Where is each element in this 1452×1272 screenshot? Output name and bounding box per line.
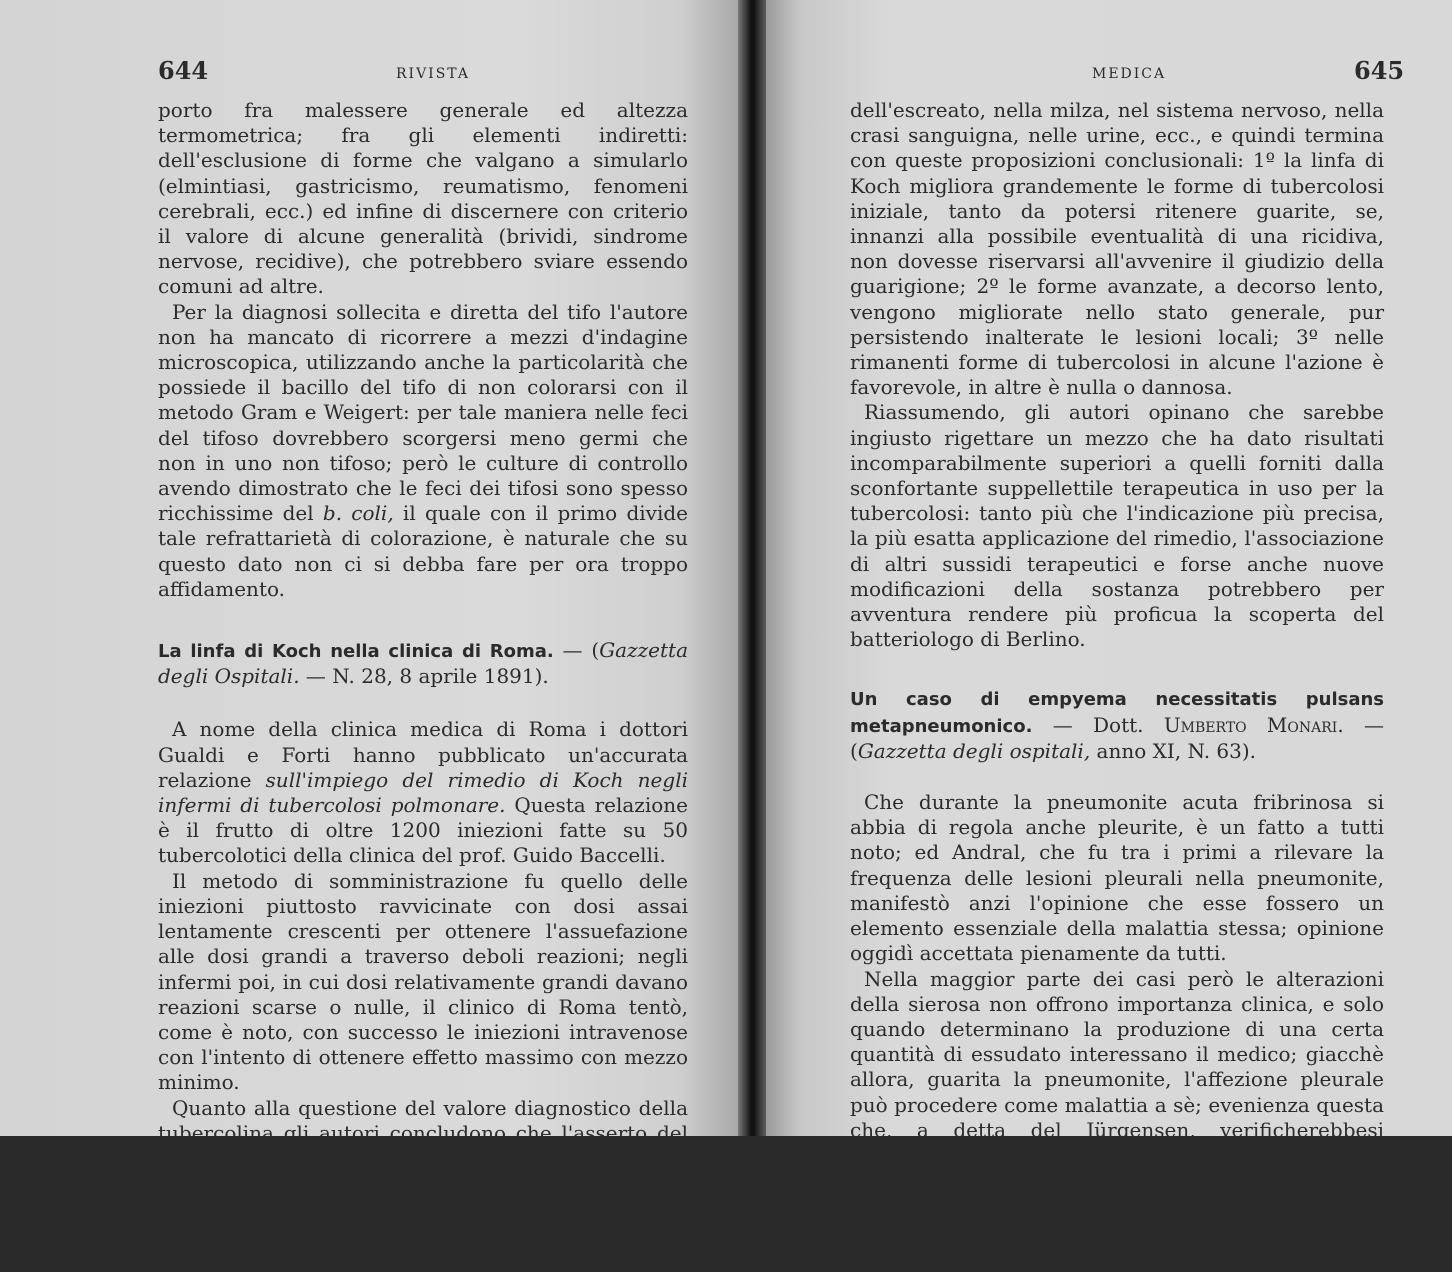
right-article-paragraph-1: Che durante la pneumonite acuta fribrinosa si abbia di regola anche pleurite, è un fatto a tutti noto; ed Andral, che fu tra i primi a rilevare la frequenza delle lesioni pleurali nella pneumonite, manifestò anzi l'opinione che esse fossero un elemento essenziale della malattia stessa; opinione oggidì accettata pienamente da tutti.: [850, 790, 1384, 966]
article-author: Umberto Monari.: [1163, 712, 1344, 737]
book-gutter: [738, 0, 766, 1136]
article-title: La linfa di Koch nella clinica di Roma.: [158, 641, 554, 663]
right-text-column: [850, 98, 1384, 1244]
right-running-head: MEDICA: [1092, 66, 1167, 82]
left-paragraph-diagnosis: Per la diagnosi sollecita e diretta del tifo l'autore non ha mancato di ricorrere a mezzi d'indagine microscopica, utilizzando anche la particolarità che possiede il bacillo del tifo di non colorarsi con il metodo Gram e Weigert: per tale maniera nelle feci del tifoso dovrebbero scorgersi meno germi che non in uno non tifoso; però le culture di controllo avendo dimostrato che le feci dei tifosi sono spesso ricchissime del b. coli, il quale con il primo divide tale refrattarietà di colorazione, è naturale che su questo dato non ci si debba fare per ora troppo affidamento.: [158, 299, 688, 601]
left-running-head: RIVISTA: [396, 66, 470, 82]
left-text-column: [158, 98, 688, 1272]
right-article-paragraph-3: Tale successione morbosa è sempre importante, ma alcune: [850, 1193, 1384, 1243]
right-paragraph-summary: Riassumendo, gli autori opinano che sarebbe ingiusto rigettare un mezzo che ha dato risultati incomparabilmente superiori a quelli forniti dalla sconfortante suppellettile terapeutica in uso per la tubercolosi: tanto più che l'indicazione più precisa, la più esatta applicazione del rimedio, l'associazione di altri sussidi terapeutici e forse anche nuove modificazioni della sostanza potrebbero per avventura rendere più proficua la scoperta del batteriologo di Berlino.: [850, 400, 1384, 652]
right-page: [766, 0, 1452, 1243]
left-article-paragraph-1: A nome della clinica medica di Roma i dottori Gualdi e Forti hanno pubblicato un'accurata relazione sull'impiego del rimedio di Koch negli infermi di tubercolosi polmonare. Questa relazione è il frutto di oltre 1200 iniezioni fatte su 50 tubercolotici della clinica del prof. Guido Baccelli.: [158, 717, 688, 868]
right-article-heading: Un caso di empyema necessitatis pulsans metapneumonico. — Dott. Umberto Monari. — (Gazzetta degli ospitali, anno XI, N. 63).: [850, 689, 1384, 763]
right-page-number: 645: [1354, 56, 1405, 85]
left-continuation-paragraph: porto fra malessere generale ed altezza termometrica; fra gli elementi indiretti: dell'esclusione di forme che valgano a simularlo (elmintiasi, gastricismo, reumatismo, fenomeni cerebrali, ecc.) ed infine di discernere con criterio il valore di alcune generalità (brividi, sindrome nervose, recidive), che potrebbero sviare essendo comuni ad altre.: [158, 98, 688, 299]
right-continuation-paragraph: dell'escreato, nella milza, nel sistema nervoso, nella crasi sanguigna, nelle urine, ecc., e quindi termina con queste proposizioni conclusionali: 1º la linfa di Koch migliora grandemente le forme di tubercolosi iniziale, tanto da potersi ritenere guarite, se, innanzi alla possibile eventualità di una ricidiva, non dovesse riservarsi all'avvenire il giudizio della guarigione; 2º le forme avanzate, a decorso lento, vengono migliorate nello stato generale, pur persistendo inalterate le lesioni locali; 3º nelle rimanenti forme di tubercolosi in alcune l'azione è favorevole, in altre è nulla o dannosa.: [850, 98, 1384, 400]
left-article-paragraph-2: Il metodo di somministrazione fu quello delle iniezioni piuttosto ravvicinate con dosi assai lentamente crescenti per ottenere l'assuefazione alle dosi grandi a traverso deboli reazioni; negli infermi poi, in cui dosi relativamente grandi davano reazioni scarse o nulle, il clinico di Roma tentò, come è noto, con successo le iniezioni intravenose con l'intento di ottenere effetto massimo con mezzo minimo.: [158, 868, 688, 1095]
article-source: Gazzetta degli Ospitali.: [158, 638, 688, 689]
article-source: Gazzetta degli ospitali,: [857, 738, 1091, 763]
right-article-paragraph-2: Nella maggior parte dei casi però le alterazioni della sierosa non offrono importanza clinica, e solo quando determinano la produzione di una certa quantità di essudato interessano il medico; giacchè allora, guarita la pneumonite, l'affezione pleurale può procedere come malattia a sè; evenienza questa che, a detta del Jürgensen, verificherebbesi unicamente quando l'essudato raggiunga il peso almeno di 500 grammi.: [850, 966, 1384, 1193]
left-article-paragraph-3: Quanto alla questione del valore diagnostico della tubercolina gli autori concludono che l'asserto del Koch non è contestabile in genere, ma non gode la importanza di proporzione assoluta.: [158, 1095, 688, 1196]
left-article-heading: La linfa di Koch nella clinica di Roma. — (Gazzetta degli Ospitali. — N. 28, 8 aprile 1891).: [158, 638, 688, 689]
article-title: Un caso di empyema necessitatis pulsans metapneumonico.: [850, 689, 1384, 737]
left-article-paragraph-4: La relazione tratta quindi dei fenomeni cagionati dalla linfa nell'apparato circolatorio e nel respiratorio, nei bacilli: [158, 1196, 688, 1271]
left-page-number: 644: [158, 56, 209, 85]
